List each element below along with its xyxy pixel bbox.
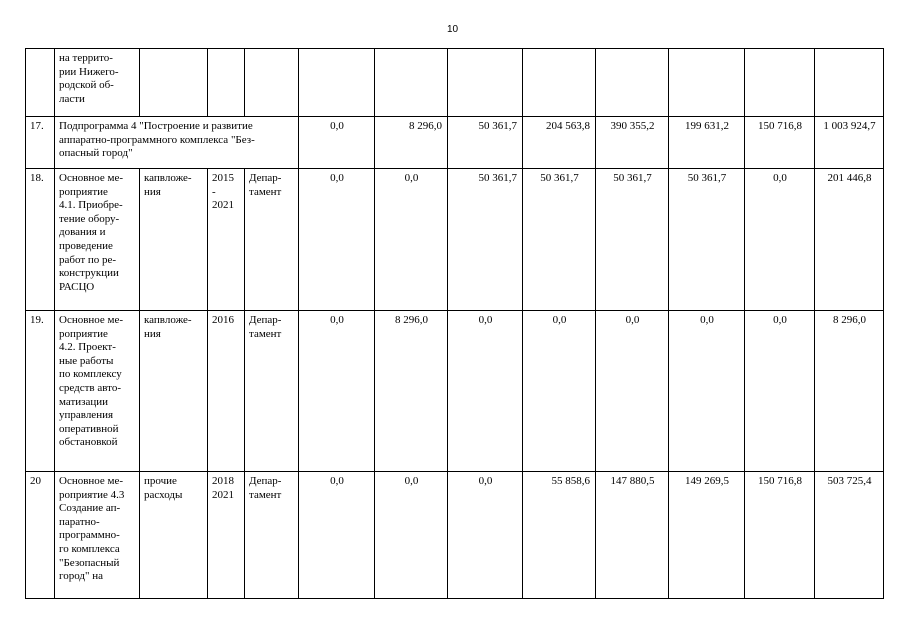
value-cell: 8 296,0 bbox=[375, 117, 448, 169]
table-row bbox=[26, 49, 884, 117]
years-cell bbox=[208, 169, 245, 311]
value-cell: 0,0 bbox=[745, 311, 815, 472]
value-cell bbox=[299, 49, 375, 117]
expense-type: капвложе- ния bbox=[144, 314, 192, 340]
table-row bbox=[26, 117, 884, 169]
value-cell bbox=[815, 49, 884, 117]
activity-name-cell bbox=[55, 472, 140, 599]
subprogram-name-cell: Подпрограмма 4 "Построение и развитие аппаратно-программного комплекса "Без-опасный город" bbox=[55, 117, 299, 169]
years: 2015 - 2021 bbox=[212, 172, 234, 212]
executor-cell bbox=[245, 49, 299, 117]
executor-cell bbox=[245, 169, 299, 311]
value-cell: 201 446,8 bbox=[815, 169, 884, 311]
page-number: 10 bbox=[446, 24, 459, 35]
row-number-cell bbox=[26, 49, 55, 117]
value-cell: 55 858,6 bbox=[523, 472, 596, 599]
row-number-cell: 20 bbox=[26, 472, 55, 599]
activity-name: Основное ме- роприятие 4.2. Проект- ные работы по комплексу средств авто- матизации управления оперативной обстановкой bbox=[59, 314, 124, 449]
expense-type-cell bbox=[140, 472, 208, 599]
expense-type-cell bbox=[140, 169, 208, 311]
value-cell bbox=[375, 49, 448, 117]
value-cell: 503 725,4 bbox=[815, 472, 884, 599]
value-cell: 50 361,7 bbox=[523, 169, 596, 311]
value-cell: 50 361,7 bbox=[448, 117, 523, 169]
value-cell: 8 296,0 bbox=[375, 311, 448, 472]
value-cell: 149 269,5 bbox=[669, 472, 745, 599]
value-cell: 0,0 bbox=[375, 472, 448, 599]
executor: Депар- тамент bbox=[249, 172, 282, 198]
expense-type: прочие расходы bbox=[144, 475, 183, 501]
row-number-cell: 19. bbox=[26, 311, 55, 472]
executor: Депар- тамент bbox=[249, 475, 282, 501]
value-cell: 199 631,2 bbox=[669, 117, 745, 169]
table-row bbox=[26, 169, 884, 311]
value-cell: 0,0 bbox=[299, 311, 375, 472]
table-row bbox=[26, 472, 884, 599]
row-number-cell: 17. bbox=[26, 117, 55, 169]
activity-name: на террито- рии Нижего- родской об- ласти bbox=[59, 52, 119, 105]
activity-name-cell bbox=[55, 169, 140, 311]
expense-type: капвложе- ния bbox=[144, 172, 192, 198]
value-cell: 8 296,0 bbox=[815, 311, 884, 472]
value-cell bbox=[745, 49, 815, 117]
activity-name-cell bbox=[55, 49, 140, 117]
value-cell: 0,0 bbox=[375, 169, 448, 311]
value-cell: 390 355,2 bbox=[596, 117, 669, 169]
years: 2016 bbox=[212, 314, 234, 326]
executor-cell bbox=[245, 472, 299, 599]
years-cell bbox=[208, 49, 245, 117]
value-cell: 204 563,8 bbox=[523, 117, 596, 169]
value-cell: 1 003 924,7 bbox=[815, 117, 884, 169]
years-cell bbox=[208, 472, 245, 599]
value-cell: 50 361,7 bbox=[669, 169, 745, 311]
value-cell: 0,0 bbox=[448, 472, 523, 599]
value-cell: 0,0 bbox=[299, 169, 375, 311]
expense-type-cell bbox=[140, 311, 208, 472]
executor: Депар- тамент bbox=[249, 314, 282, 340]
value-cell: 0,0 bbox=[523, 311, 596, 472]
value-cell: 0,0 bbox=[299, 472, 375, 599]
value-cell: 147 880,5 bbox=[596, 472, 669, 599]
budget-table bbox=[25, 48, 884, 599]
executor-cell bbox=[245, 311, 299, 472]
value-cell: 0,0 bbox=[299, 117, 375, 169]
value-cell: 0,0 bbox=[669, 311, 745, 472]
activity-name: Основное ме- роприятие 4.3 Создание ап- паратно- программно- го комплекса "Безопасный город" на bbox=[59, 475, 125, 583]
value-cell: 150 716,8 bbox=[745, 472, 815, 599]
value-cell: 50 361,7 bbox=[596, 169, 669, 311]
value-cell: 0,0 bbox=[448, 311, 523, 472]
value-cell: 0,0 bbox=[745, 169, 815, 311]
value-cell bbox=[669, 49, 745, 117]
expense-type-cell bbox=[140, 49, 208, 117]
value-cell bbox=[596, 49, 669, 117]
value-cell: 150 716,8 bbox=[745, 117, 815, 169]
row-number-cell: 18. bbox=[26, 169, 55, 311]
value-cell: 50 361,7 bbox=[448, 169, 523, 311]
value-cell bbox=[523, 49, 596, 117]
years: 2018 2021 bbox=[212, 475, 234, 501]
value-cell: 0,0 bbox=[596, 311, 669, 472]
activity-name-cell bbox=[55, 311, 140, 472]
table-row bbox=[26, 311, 884, 472]
years-cell bbox=[208, 311, 245, 472]
value-cell bbox=[448, 49, 523, 117]
activity-name: Основное ме- роприятие 4.1. Приобре- тение обору- дования и проведение работ по ре- конструкции РАСЦО bbox=[59, 172, 124, 293]
